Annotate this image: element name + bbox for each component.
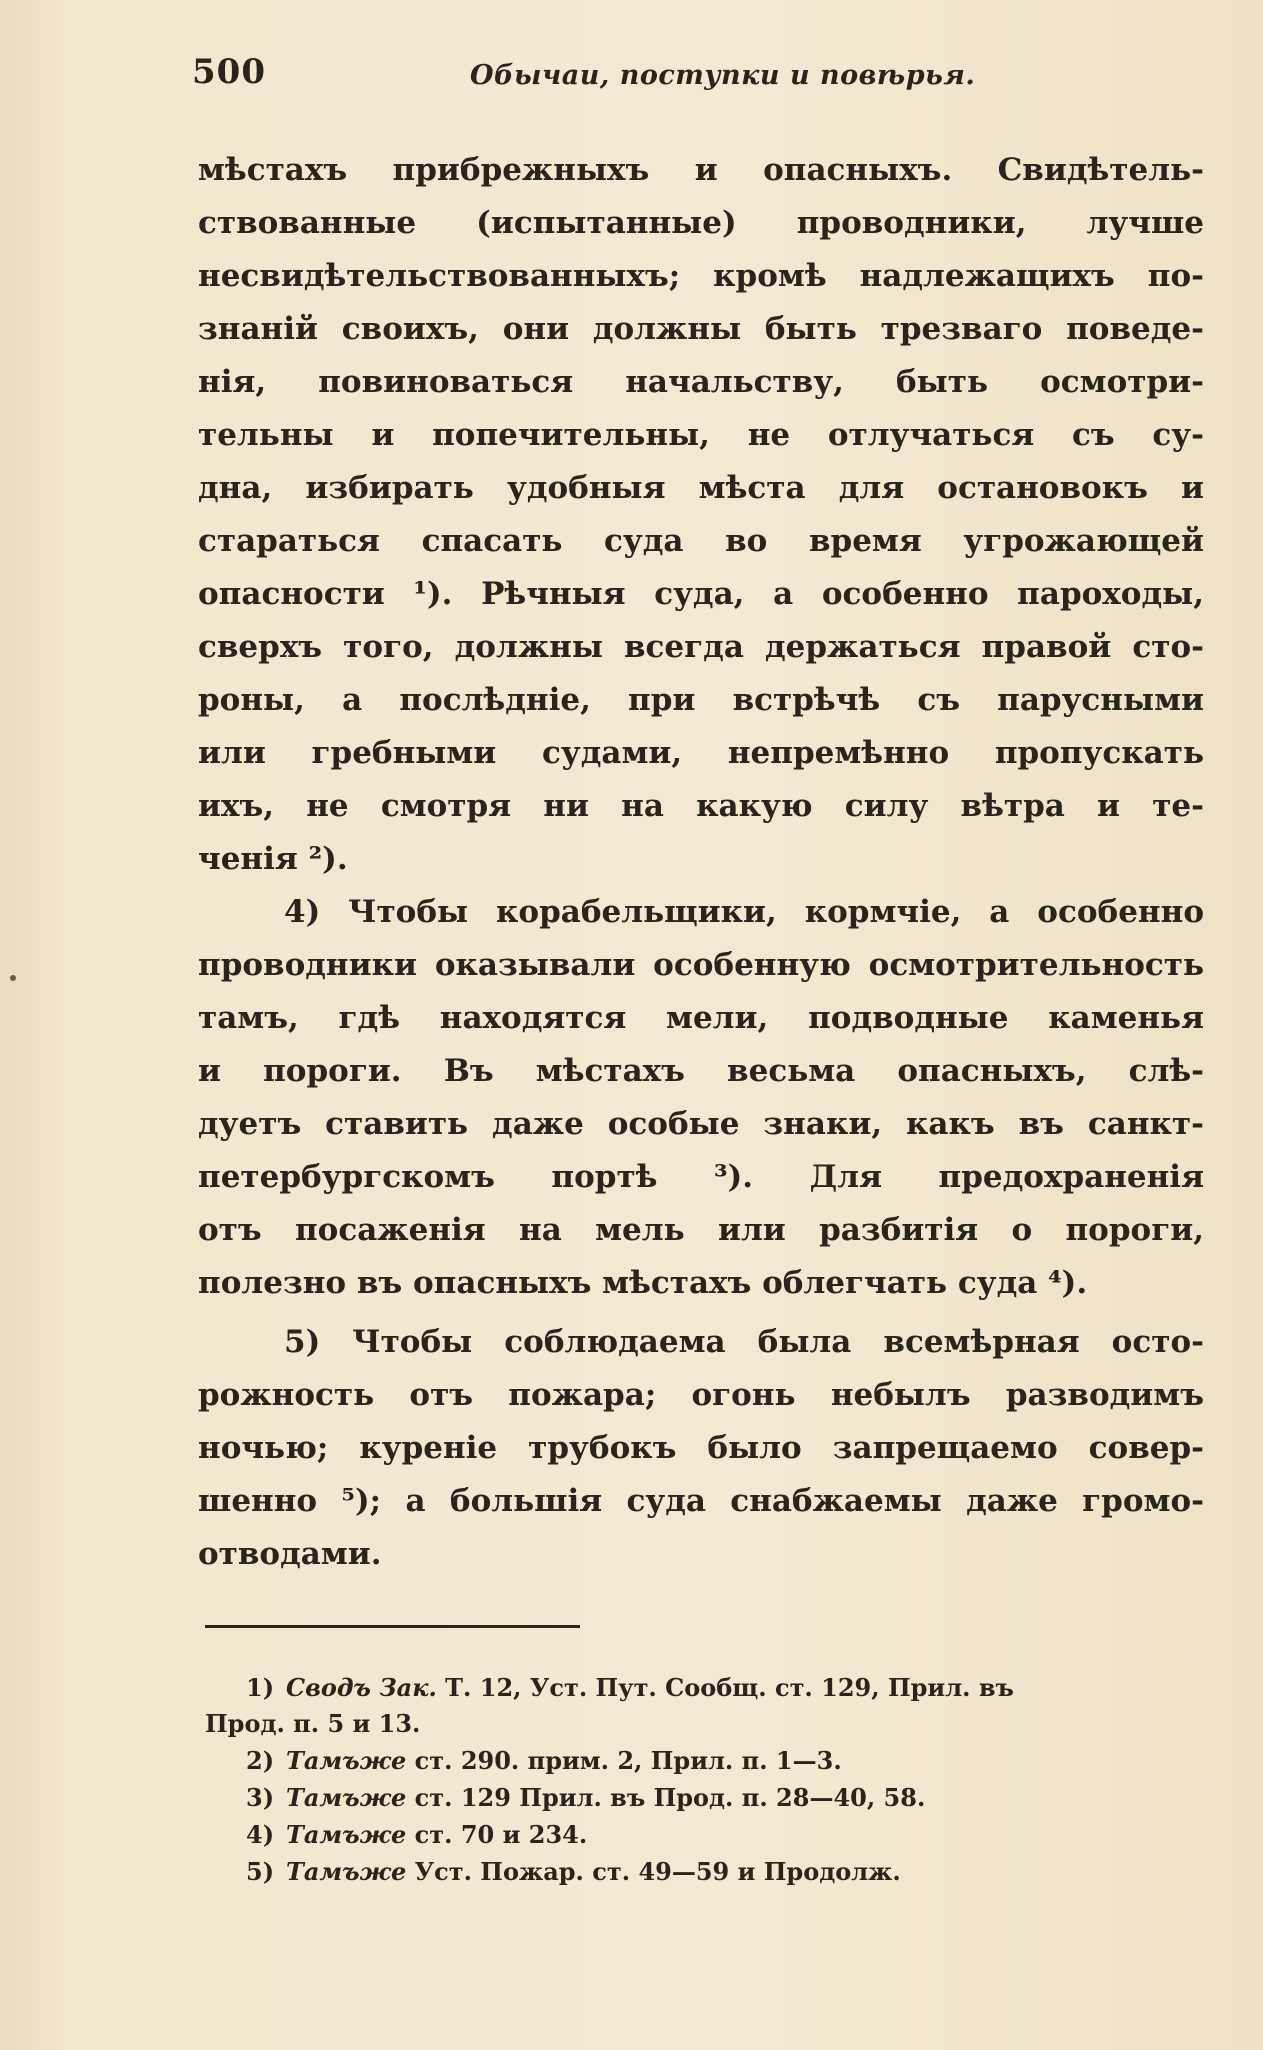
text-line: проводники оказывали особенную осмотрительность [198,947,1204,983]
footnote-source: Тамъже [286,1783,407,1812]
footnote-continuation [205,1706,1165,1742]
text-line: дна, избирать удобныя мѣста для остановокъ и [198,470,1204,506]
text-line: петербургскомъ портѣ ³). Для предохраненія [198,1159,1204,1195]
footnote-text: ст. 290. прим. 2, Прил. п. 1—3. [406,1746,842,1775]
text-line: ствованные (испытанные) проводники, лучше [198,205,1204,241]
footnote-marker: 3) [246,1783,275,1812]
paper-speck [10,975,16,981]
text-line: тамъ, гдѣ находятся мели, подводные каменья [198,1000,1204,1036]
footnote-marker: 2) [246,1746,275,1775]
footnote [246,1743,1206,1779]
footnote [246,1780,1206,1816]
text-line: опасности ¹). Рѣчныя суда, а особенно пароходы, [198,576,1204,612]
footnote-source: Тамъже [286,1746,407,1775]
text-line: ночью; куреніе трубокъ было запрещаемо совер- [198,1430,1204,1466]
text-line: нія, повиноваться начальству, быть осмотри- [198,364,1204,400]
text-line: полезно въ опасныхъ мѣстахъ облегчать суда ⁴). [198,1265,1088,1301]
footnote-text: Уст. Пожар. ст. 49—59 и Продолж. [406,1857,901,1886]
footnote [246,1670,1206,1706]
text-line: шенно ⁵); а большія суда снабжаемы даже громо- [198,1483,1204,1519]
text-line: мѣстахъ прибрежныхъ и опасныхъ. Свидѣтель- [198,152,1204,188]
running-title: Обычаи, поступки и повѣрья. [470,60,976,91]
footnote-separator [205,1625,580,1628]
text-line: дуетъ ставить даже особые знаки, какъ въ санкт- [198,1106,1204,1142]
text-line: ченія ²). [198,841,348,877]
footnote-source: Тамъже [286,1820,407,1849]
page-number: 500 [192,52,266,92]
footnote-text: Т. 12, Уст. Пут. Сообщ. ст. 129, Прил. въ [436,1673,1014,1702]
footnote-marker: 4) [246,1820,275,1849]
footnote-text: ст. 70 и 234. [406,1820,588,1849]
footnote-text: Прод. п. 5 и 13. [205,1709,421,1738]
footnote-marker: 5) [246,1857,275,1886]
text-line: сверхъ того, должны всегда держаться правой сто- [198,629,1204,665]
footnote-marker: 1) [246,1673,275,1702]
text-line: отъ посаженія на мель или разбитія о пороги, [198,1212,1204,1248]
footnote-source: Сводъ Зак. [286,1673,437,1702]
text-line: несвидѣтельствованныхъ; кромѣ надлежащихъ по- [198,258,1204,294]
footnote-source: Тамъже [286,1857,407,1886]
text-line: ихъ, не смотря ни на какую силу вѣтра и те- [198,788,1204,824]
text-line: 4) Чтобы корабельщики, кормчіе, а особенно [284,894,1204,930]
footnote [246,1854,1206,1890]
text-line: роны, а послѣдніе, при встрѣчѣ съ парусными [198,682,1204,718]
footnote [246,1817,1206,1853]
text-line: отводами. [198,1536,382,1572]
footnote-text: ст. 129 Прил. въ Прод. п. 28—40, 58. [406,1783,926,1812]
text-line: 5) Чтобы соблюдаема была всемѣрная осто- [284,1324,1204,1360]
text-line: стараться спасать суда во время угрожающей [198,523,1204,559]
text-line: тельны и попечительны, не отлучаться съ су- [198,417,1204,453]
text-line: рожность отъ пожара; огонь небылъ разводимъ [198,1377,1204,1413]
text-line: знаній своихъ, они должны быть трезваго поведе- [198,311,1204,347]
text-line: и пороги. Въ мѣстахъ весьма опасныхъ, слѣ- [198,1053,1204,1089]
text-line: или гребными судами, непремѣнно пропускать [198,735,1204,771]
